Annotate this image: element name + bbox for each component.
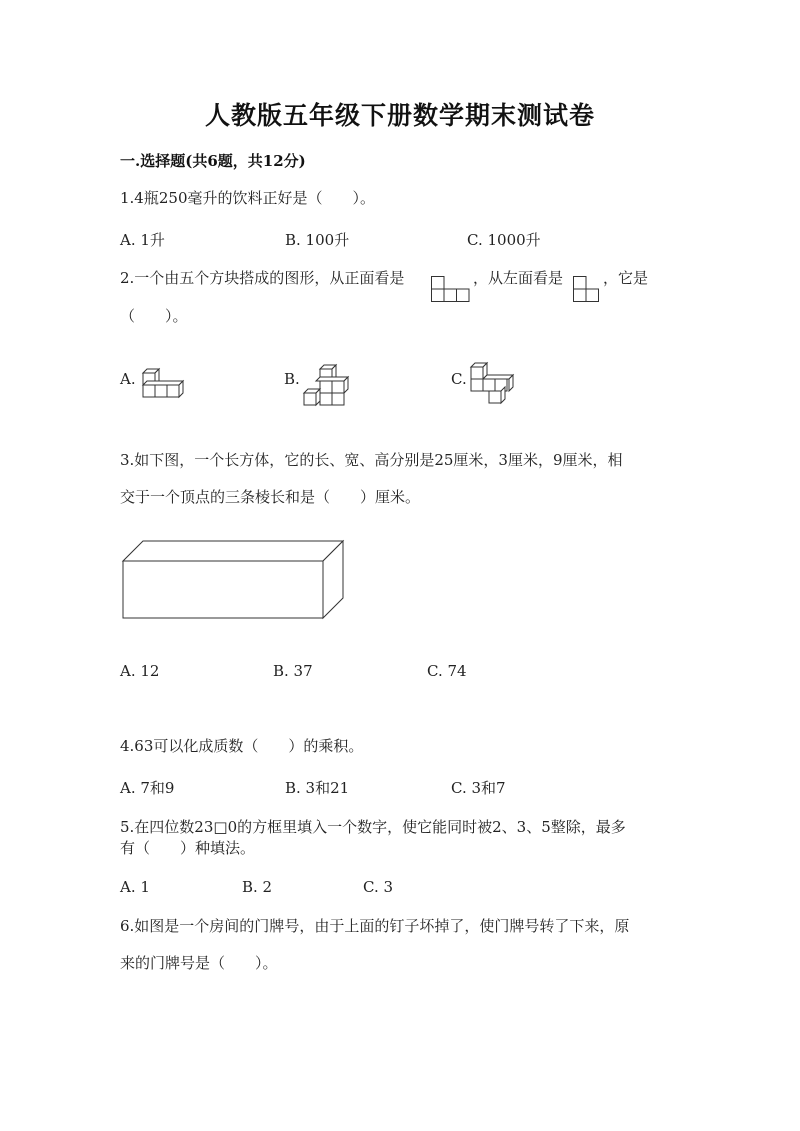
cuboid-figure [122,540,346,620]
question-2-option-c[interactable]: C. [451,370,467,388]
question-5-text-line1: 5.在四位数23□0的方框里填入一个数字，使它能同时被2、3、5整除，最多 [120,818,626,836]
section-heading: 一.选择题(共6题，共12分) [120,152,306,170]
front-view-figure [431,276,471,304]
question-4-option-b[interactable]: B. 3和21 [285,779,350,797]
question-4-option-a[interactable]: A. 7和9 [120,779,175,797]
left-view-figure [573,276,601,304]
question-5-text-line2: 有（ ）种填法。 [120,839,256,857]
question-4-option-c[interactable]: C. 3和7 [451,779,506,797]
option-b-cube-figure [302,364,354,408]
question-2-text-part3: ，它是 [603,269,649,287]
question-4-text: 4.63可以化成质数（ ）的乘积。 [120,737,364,755]
question-3-option-c[interactable]: C. 74 [427,662,467,680]
question-3-text-line1: 3.如下图，一个长方体，它的长、宽、高分别是25厘米，3厘米，9厘米，相 [120,451,623,469]
question-1-text: 1.4瓶250毫升的饮料正好是（ ）。 [120,189,375,207]
question-1-option-b[interactable]: B. 100升 [285,231,350,249]
question-2-text-part4: （ ）。 [120,307,188,325]
question-6-text-line2: 来的门牌号是（ ）。 [120,954,278,972]
question-5-option-a[interactable]: A. 1 [120,878,150,896]
question-6-text-line1: 6.如图是一个房间的门牌号，由于上面的钉子坏掉了，使门牌号转了下来，原 [120,917,630,935]
option-a-cube-figure [140,368,185,408]
question-1-option-c[interactable]: C. 1000升 [467,231,541,249]
page-title: 人教版五年级下册数学期末测试卷 [204,101,595,130]
question-5-option-b[interactable]: B. 2 [242,878,273,896]
question-3-text-line2: 交于一个顶点的三条棱长和是（ ）厘米。 [120,488,421,506]
question-2-text-part1: 2.一个由五个方块搭成的图形，从正面看是 [120,269,405,287]
question-5-option-c[interactable]: C. 3 [363,878,394,896]
question-2-text-part2: ，从左面看是 [473,269,564,287]
question-3-option-a[interactable]: A. 12 [120,662,160,680]
option-c-cube-figure [469,362,517,408]
question-3-option-b[interactable]: B. 37 [273,662,313,680]
question-2-option-a[interactable]: A. [120,370,136,388]
question-1-option-a[interactable]: A. 1升 [120,231,165,249]
question-2-option-b[interactable]: B. [284,370,300,388]
